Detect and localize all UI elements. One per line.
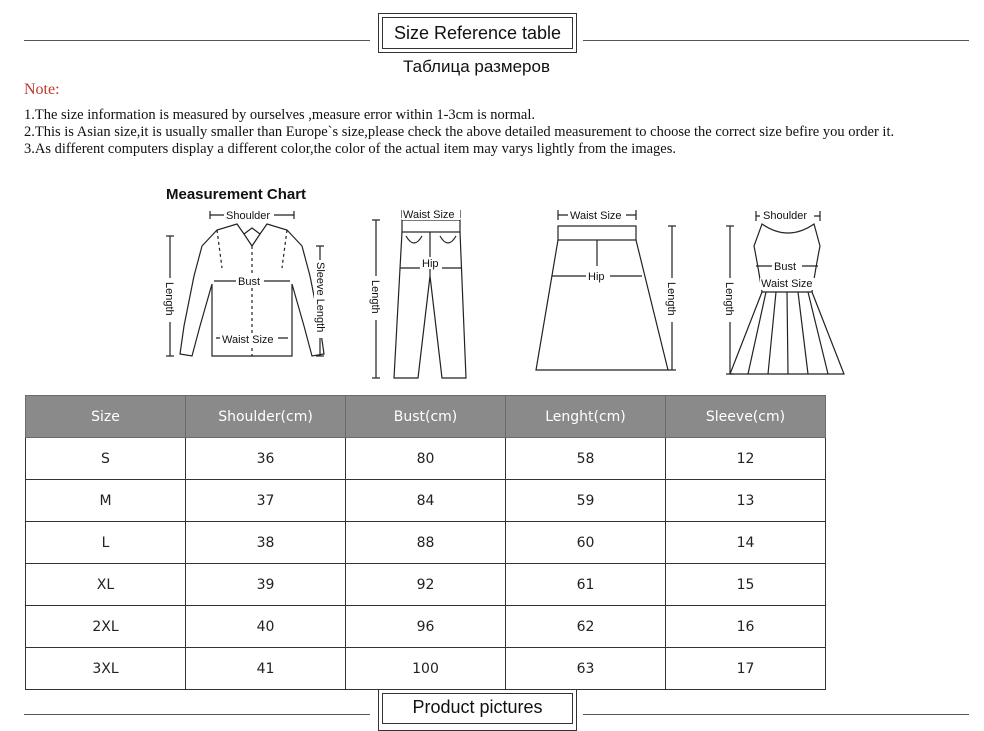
table-cell: 38 <box>186 522 346 564</box>
table-cell: 12 <box>666 438 826 480</box>
header-sleeve: Sleeve(cm) <box>666 396 826 438</box>
table-row <box>26 606 826 648</box>
dress-waist-label: Waist Size <box>761 278 813 290</box>
dress-diagram <box>718 206 852 382</box>
note-label: Note: <box>24 81 60 98</box>
table-cell: 2XL <box>26 606 186 648</box>
table-cell: 92 <box>346 564 506 606</box>
skirt-waist-label: Waist Size <box>570 210 622 222</box>
table-cell: L <box>26 522 186 564</box>
table-cell: 39 <box>186 564 346 606</box>
table-cell: 59 <box>506 480 666 522</box>
shirt-bust-label: Bust <box>238 276 261 288</box>
header-bust: Bust(cm) <box>346 396 506 438</box>
pants-hip-label: Hip <box>422 258 439 270</box>
table-cell: XL <box>26 564 186 606</box>
table-cell: 80 <box>346 438 506 480</box>
skirt-diagram <box>530 206 690 376</box>
shirt-diagram <box>162 206 334 376</box>
table-cell: 63 <box>506 648 666 690</box>
skirt-length-label: Length <box>665 282 677 316</box>
divider-right <box>583 40 969 41</box>
footer-title-box <box>378 689 577 731</box>
table-cell: 62 <box>506 606 666 648</box>
table-cell: 84 <box>346 480 506 522</box>
table-cell: 40 <box>186 606 346 648</box>
size-table <box>25 395 826 690</box>
section-title-box <box>378 13 577 53</box>
footer-title: Product pictures <box>382 693 573 724</box>
table-cell: 37 <box>186 480 346 522</box>
dress-bust-label: Bust <box>774 261 797 273</box>
table-cell: S <box>26 438 186 480</box>
pants-diagram <box>366 206 476 382</box>
note-item: 3.As different computers display a different color,the color of the actual item may varys lightly from the images. <box>24 141 676 157</box>
note-item: 1.The size information is measured by ourselves ,measure error within 1-3cm is normal. <box>24 107 535 123</box>
table-cell: 3XL <box>26 648 186 690</box>
table-cell: 15 <box>666 564 826 606</box>
section-title: Size Reference table <box>382 17 573 49</box>
table-cell: M <box>26 480 186 522</box>
table-cell: 100 <box>346 648 506 690</box>
header-shoulder: Shoulder(cm) <box>186 396 346 438</box>
shirt-sleeve-label: Sleeve Length <box>314 262 326 333</box>
header-size: Size <box>26 396 186 438</box>
dress-length-label: Length <box>723 282 735 316</box>
table-header-row <box>26 396 826 438</box>
table-cell: 58 <box>506 438 666 480</box>
table-cell: 41 <box>186 648 346 690</box>
pants-waist-label: Waist Size <box>403 209 455 221</box>
skirt-hip-label: Hip <box>588 271 605 283</box>
shirt-length-label: Length <box>163 282 175 316</box>
table-row <box>26 522 826 564</box>
table-cell: 16 <box>666 606 826 648</box>
table-cell: 61 <box>506 564 666 606</box>
footer-divider-right <box>583 714 969 715</box>
dress-shoulder-label: Shoulder <box>763 210 808 222</box>
section-subtitle: Таблица размеров <box>403 57 550 76</box>
table-cell: 36 <box>186 438 346 480</box>
footer-divider-left <box>24 714 370 715</box>
table-cell: 14 <box>666 522 826 564</box>
shirt-waist-label: Waist Size <box>222 334 274 346</box>
table-row <box>26 438 826 480</box>
table-row <box>26 480 826 522</box>
table-row <box>26 564 826 606</box>
table-cell: 96 <box>346 606 506 648</box>
table-cell: 60 <box>506 522 666 564</box>
table-cell: 17 <box>666 648 826 690</box>
notes-list <box>24 107 964 158</box>
table-cell: 88 <box>346 522 506 564</box>
table-row <box>26 648 826 690</box>
header-length: Lenght(cm) <box>506 396 666 438</box>
shirt-shoulder-label: Shoulder <box>226 210 271 222</box>
table-cell: 13 <box>666 480 826 522</box>
note-item: 2.This is Asian size,it is usually smaller than Europe`s size,please check the above detailed measurement to choose the correct size befire you order it. <box>24 124 895 140</box>
divider-left <box>24 40 370 41</box>
pants-length-label: Length <box>369 280 381 314</box>
measurement-chart-title: Measurement Chart <box>166 186 307 203</box>
